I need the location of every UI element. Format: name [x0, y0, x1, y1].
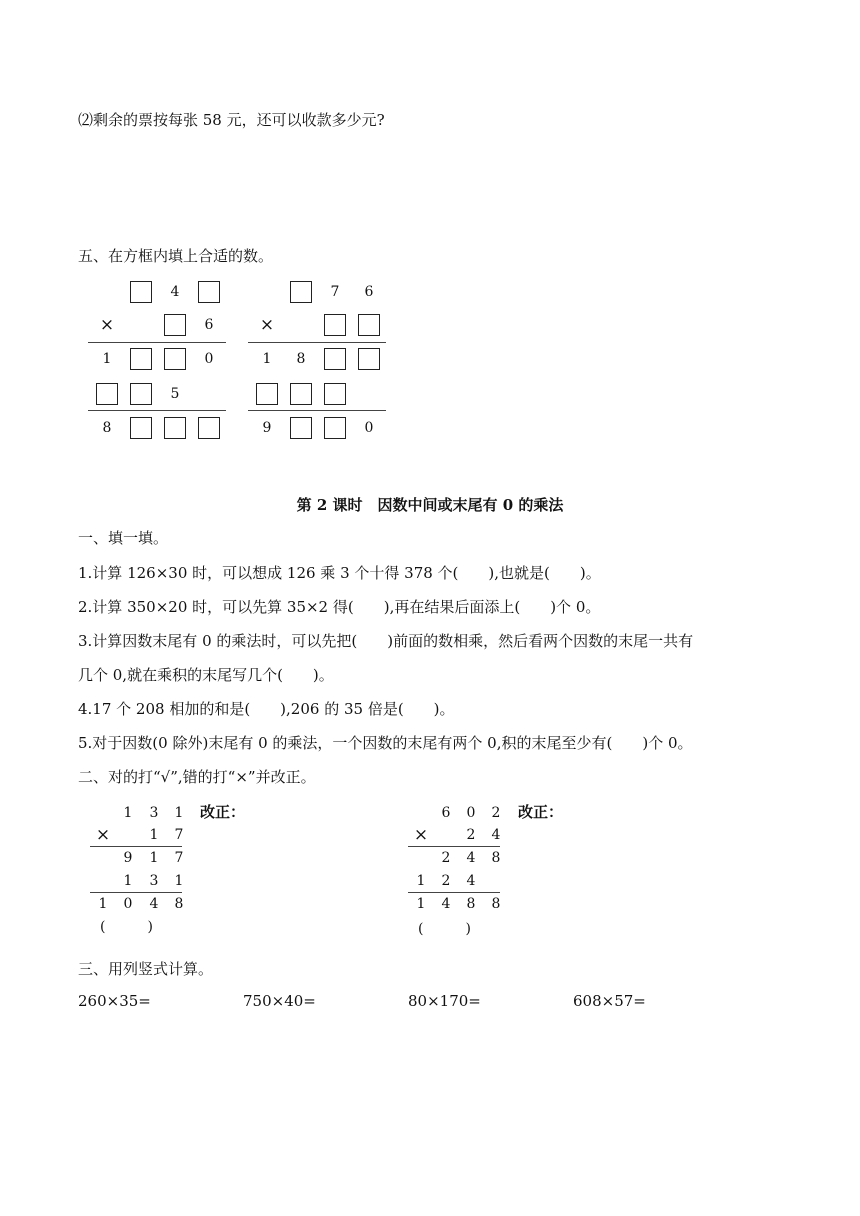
digit: 0 — [204, 351, 214, 367]
answer-box[interactable] — [290, 383, 312, 405]
digit: 8 — [466, 896, 476, 912]
multiply-sign: × — [259, 315, 275, 335]
question-text: ⑵剩余的票按每张 58 元，还可以收款多少元? — [78, 111, 385, 129]
multiply-sign: × — [95, 825, 111, 845]
answer-box[interactable] — [198, 281, 220, 303]
question-text: 1.计算 126×30 时，可以想成 126 乘 3 个十得 378 个( ),也就是( )。 — [78, 564, 601, 582]
digit: 1 — [174, 873, 184, 889]
digit: 3 — [149, 873, 159, 889]
divider-line — [88, 342, 226, 343]
divider-line — [90, 846, 182, 847]
calculation-item: 750×40= — [243, 992, 316, 1010]
multiply-sign: × — [413, 825, 429, 845]
answer-box[interactable] — [96, 383, 118, 405]
answer-box[interactable] — [256, 383, 278, 405]
section-heading: 二、对的打“√”,错的打“×”并改正。 — [78, 768, 316, 786]
divider-line — [408, 846, 500, 847]
digit: 1 — [262, 351, 272, 367]
digit: 1 — [416, 896, 426, 912]
judgement-blank[interactable]: ( ) — [418, 921, 471, 937]
answer-box[interactable] — [324, 417, 346, 439]
digit: 8 — [491, 850, 501, 866]
lesson-title: 第 2 课时 因数中间或末尾有 0 的乘法 — [296, 496, 564, 514]
digit: 1 — [174, 805, 184, 821]
calculation-item: 80×170= — [408, 992, 481, 1010]
digit: 4 — [491, 827, 501, 843]
digit: 4 — [149, 896, 159, 912]
divider-line — [90, 892, 182, 893]
answer-box[interactable] — [290, 281, 312, 303]
digit: 8 — [296, 351, 306, 367]
digit: 1 — [98, 896, 108, 912]
answer-box[interactable] — [324, 314, 346, 336]
digit: 4 — [441, 896, 451, 912]
digit: 3 — [149, 805, 159, 821]
digit: 0 — [364, 420, 374, 436]
calculation-item: 260×35= — [78, 992, 151, 1010]
digit: 4 — [466, 850, 476, 866]
divider-line — [248, 410, 386, 411]
answer-box[interactable] — [164, 314, 186, 336]
digit: 2 — [466, 827, 476, 843]
answer-box[interactable] — [130, 348, 152, 370]
digit: 1 — [102, 351, 112, 367]
section-heading: 一、填一填。 — [78, 529, 169, 547]
correction-label: 改正： — [518, 803, 564, 821]
digit: 6 — [441, 805, 451, 821]
digit: 2 — [441, 850, 451, 866]
answer-box[interactable] — [358, 348, 380, 370]
digit: 8 — [491, 896, 501, 912]
answer-box[interactable] — [290, 417, 312, 439]
digit: 2 — [441, 873, 451, 889]
digit: 9 — [123, 850, 133, 866]
digit: 1 — [123, 873, 133, 889]
answer-box[interactable] — [358, 314, 380, 336]
calculation-item: 608×57= — [573, 992, 646, 1010]
section-heading: 三、用列竖式计算。 — [78, 960, 214, 978]
digit: 8 — [174, 896, 184, 912]
digit: 7 — [174, 827, 184, 843]
answer-box[interactable] — [324, 383, 346, 405]
digit: 4 — [466, 873, 476, 889]
section-heading: 五、在方框内填上合适的数。 — [78, 247, 274, 265]
multiply-sign: × — [99, 315, 115, 335]
divider-line — [408, 892, 500, 893]
question-text: 2.计算 350×20 时，可以先算 35×2 得( ),再在结果后面添上( )个 0。 — [78, 598, 601, 616]
digit: 0 — [466, 805, 476, 821]
digit: 0 — [123, 896, 133, 912]
digit: 9 — [262, 420, 272, 436]
digit: 8 — [102, 420, 112, 436]
question-text: 3.计算因数末尾有 0 的乘法时，可以先把( )前面的数相乘，然后看两个因数的末尾一共有 — [78, 632, 694, 650]
judgement-blank[interactable]: ( ) — [100, 919, 153, 935]
digit: 2 — [491, 805, 501, 821]
answer-box[interactable] — [130, 383, 152, 405]
digit: 6 — [204, 317, 214, 333]
digit: 1 — [149, 827, 159, 843]
correction-label: 改正： — [200, 803, 246, 821]
digit: 5 — [170, 386, 180, 402]
divider-line — [88, 410, 226, 411]
answer-box[interactable] — [130, 281, 152, 303]
digit: 1 — [123, 805, 133, 821]
answer-box[interactable] — [130, 417, 152, 439]
divider-line — [248, 342, 386, 343]
question-text: 4.17 个 208 相加的和是( ),206 的 35 倍是( )。 — [78, 700, 455, 718]
digit: 1 — [149, 850, 159, 866]
answer-box[interactable] — [198, 417, 220, 439]
answer-box[interactable] — [324, 348, 346, 370]
answer-box[interactable] — [164, 348, 186, 370]
question-text: 几个 0,就在乘积的末尾写几个( )。 — [78, 666, 334, 684]
digit: 7 — [174, 850, 184, 866]
digit: 7 — [330, 284, 340, 300]
digit: 4 — [170, 284, 180, 300]
digit: 6 — [364, 284, 374, 300]
digit: 1 — [416, 873, 426, 889]
question-text: 5.对于因数(0 除外)末尾有 0 的乘法，一个因数的末尾有两个 0,积的末尾至少有( )个 0。 — [78, 734, 693, 752]
answer-box[interactable] — [164, 417, 186, 439]
